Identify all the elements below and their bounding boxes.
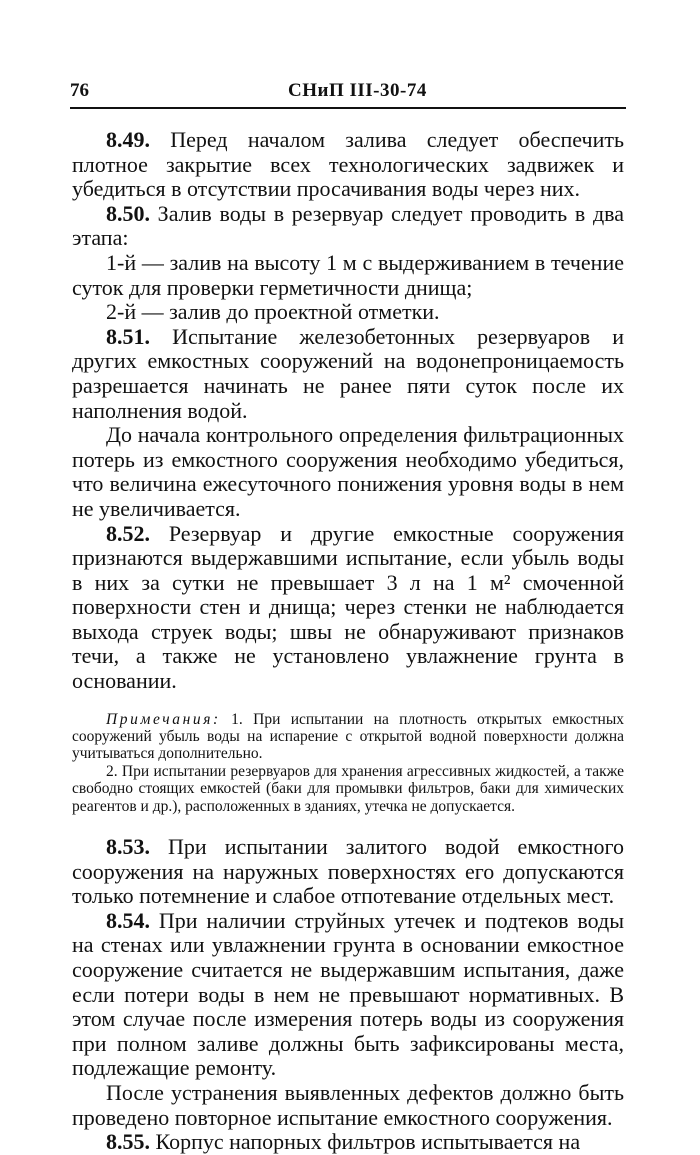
note-text: 2. При испытании резервуаров для хранения агрессивных жидкостей, а также свободно стоящих емкостей (баки для промывки фильтров, баки для химических реагентов и др.), расположенных в зданиях, утечка не допускается.	[72, 762, 624, 815]
paragraph-text: При наличии струйных утечек и подтеков воды на стенах или увлажнении грунта в основании емкостное сооружение считается не выдержавшим испытания, даже если потери воды в нем не превышают нормативных. В этом случае после измерения потерь воды из сооружения при полном заливе должны быть зафиксированы места, подлежащие ремонту.	[72, 907, 625, 1081]
paragraph-8-55	[72, 1130, 624, 1155]
paragraph-text: После устранения выявленных дефектов должно быть проведено повторное испытание емкостного сооружения.	[72, 1080, 624, 1130]
paragraph-text: Залив воды в резервуар следует проводить в два этапа:	[72, 200, 624, 251]
note-2	[72, 763, 624, 815]
paragraph-text: Испытание железобетонных резервуаров и других емкостных сооружений на водонепроницаемость разрешается начинать не ранее пяти суток после их наполнения водой.	[72, 323, 624, 423]
paragraph-text: При испытании залитого водой емкостного сооружения на наружных поверхностях его допускаются только потемнение и слабое отпотевание отдельных мест.	[72, 834, 624, 909]
section-number: 8.54.	[106, 907, 150, 933]
section-number: 8.50.	[106, 200, 150, 226]
paragraph-text: Резервуар и другие емкостные сооружения признаются выдержавшими испытание, если убыль воды в них за сутки не превышает 3 л на 1 м² смоченной поверхности стен и днища; через стенки не наблюдается выхода струек воды; швы не обнаруживают признаков течи, а также не установлено увлажнение грунта в основании.	[72, 520, 625, 694]
section-number: 8.52.	[106, 520, 150, 546]
paragraph-control	[72, 423, 624, 521]
paragraph-text: 1-й — залив на высоту 1 м с выдерживанием в течение суток для проверки герметичности днища;	[72, 249, 624, 300]
paragraph-text: Перед началом залива следует обеспечить плотное закрытие всех технологических задвижек и убедиться в отсутствии просачивания воды через них.	[72, 127, 625, 202]
body-text	[72, 128, 624, 1155]
header-rule	[70, 107, 626, 109]
paragraph-8-51	[72, 325, 624, 423]
paragraph-text: 2-й — залив до проектной отметки.	[106, 299, 440, 325]
paragraph-8-53	[72, 835, 624, 909]
section-number: 8.53.	[106, 834, 150, 860]
paragraph-8-50	[72, 202, 624, 251]
paragraph-stage-2	[72, 300, 624, 325]
section-number: 8.51.	[106, 323, 150, 349]
section-number: 8.55.	[106, 1129, 150, 1155]
notes-label: Примечания:	[106, 710, 221, 728]
notes-block	[72, 711, 624, 815]
paragraph-8-54	[72, 909, 624, 1081]
page-header	[70, 80, 626, 110]
paragraph-stage-1	[72, 251, 624, 300]
note-1	[72, 711, 624, 763]
page-number: 76	[70, 80, 89, 101]
document-code: СНиП III-30-74	[288, 80, 427, 101]
paragraph-8-52	[72, 522, 624, 694]
section-number: 8.49.	[106, 127, 150, 152]
paragraph-text: До начала контрольного определения фильтрационных потерь из емкостного сооружения необходимо убедиться, что величина ежесуточного понижения уровня воды в нем не увеличивается.	[72, 422, 624, 521]
paragraph-text: Корпус напорных фильтров испытывается на	[155, 1129, 581, 1155]
paragraph-repair	[72, 1081, 624, 1130]
paragraph-8-49	[72, 128, 624, 202]
note-text: 1. При испытании на плотность открытых емкостных сооружений убыль воды на испарение с открытой водной поверхности должна учитываться дополнительно.	[72, 710, 624, 763]
